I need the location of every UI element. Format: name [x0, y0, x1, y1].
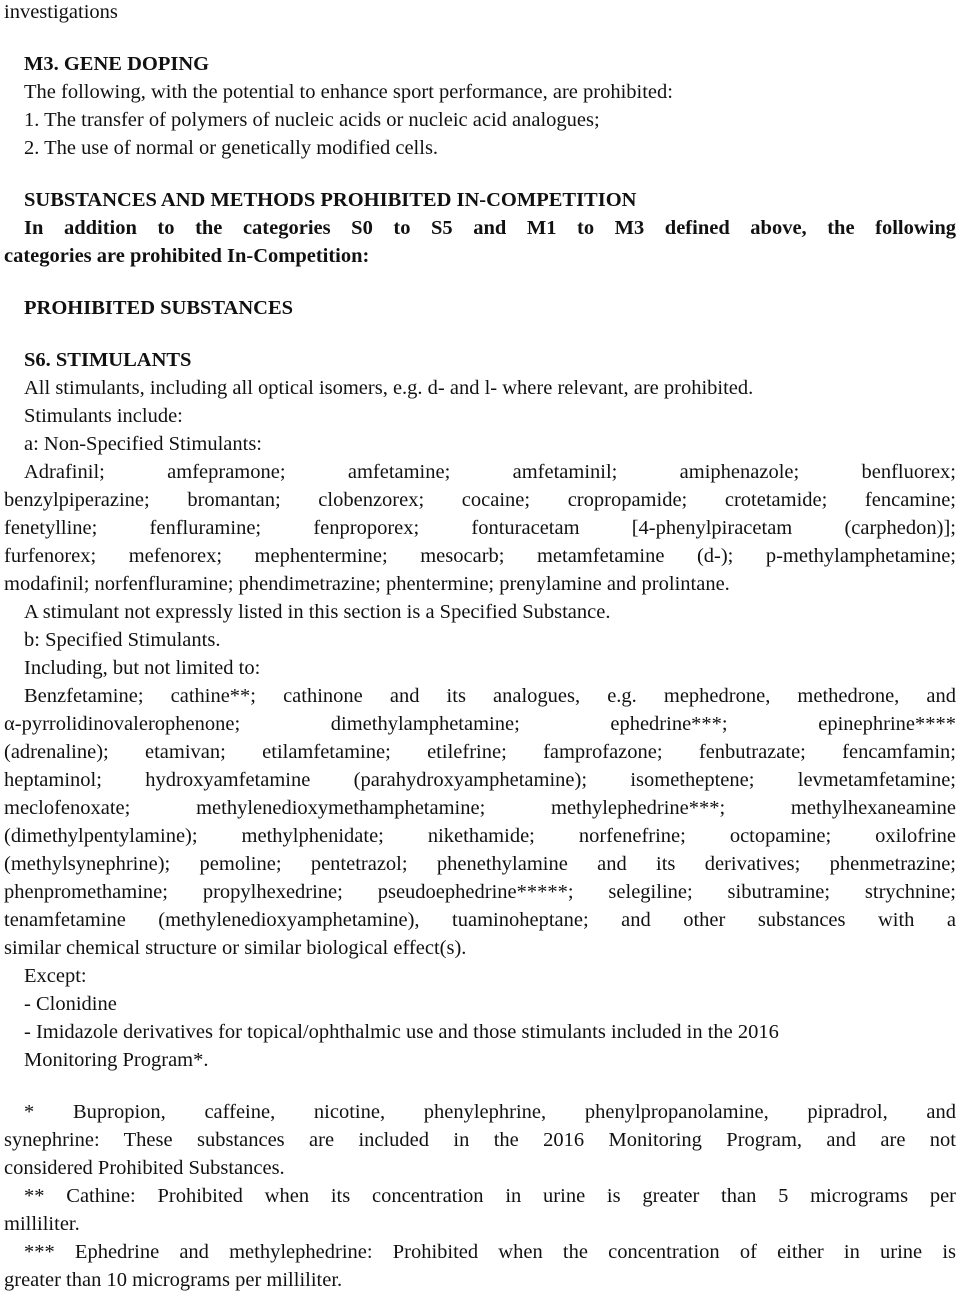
footnote-single-star-2: synephrine: These substances are included in the 2016 Monitoring Program, and are not — [4, 1129, 956, 1151]
footnote-single-star-1: * Bupropion, caffeine, nicotine, phenylephrine, phenylpropanolamine, pipradrol, and — [24, 1101, 956, 1123]
text-line-non-specified-5: modafinil; norfenfluramine; phendimetrazine; phentermine; prenylamine and prolintane. — [4, 573, 730, 595]
footnote-triple-star-2: greater than 10 micrograms per milliliter. — [4, 1269, 343, 1291]
text-line-specified-5: meclofenoxate; methylenedioxymethamphetamine; methylephedrine***; methylhexaneamine — [4, 797, 956, 819]
text-line-non-specified-2: benzylpiperazine; bromantan; clobenzorex; cocaine; cropropamide; crotetamide; fencamine; — [4, 489, 956, 511]
list-item-gene-doping-1: 1. The transfer of polymers of nucleic acids or nucleic acid analogues; — [24, 109, 600, 131]
text-line-specified-note: A stimulant not expressly listed in this section is a Specified Substance. — [24, 601, 611, 623]
subheading-non-specified: a: Non-Specified Stimulants: — [24, 433, 262, 455]
text-line-gene-doping-intro: The following, with the potential to enhance sport performance, are prohibited: — [24, 81, 673, 103]
footnote-double-star-2: milliliter. — [4, 1213, 80, 1235]
footnote-single-star-3: considered Prohibited Substances. — [4, 1157, 285, 1179]
text-line-monitoring-program: Monitoring Program*. — [24, 1049, 209, 1071]
heading-prohibited-substances: PROHIBITED SUBSTANCES — [24, 297, 294, 319]
text-line-except: Except: — [24, 965, 87, 987]
footnote-double-star-1: ** Cathine: Prohibited when its concentration in urine is greater than 5 micrograms per — [24, 1185, 956, 1207]
subheading-specified: b: Specified Stimulants. — [24, 629, 221, 651]
list-item-gene-doping-2: 2. The use of normal or genetically modified cells. — [24, 137, 439, 159]
text-line-specified-3: (adrenaline); etamivan; etilamfetamine; etilefrine; famprofazone; fenbutrazate; fencamfamin; — [4, 741, 956, 763]
text-line-non-specified-4: furfenorex; mefenorex; mephentermine; mesocarb; metamfetamine (d-); p-methylamphetamine; — [4, 545, 956, 567]
list-item-imidazole: - Imidazole derivatives for topical/ophthalmic use and those stimulants included in the 2016 — [24, 1021, 779, 1043]
text-line-investigations: investigations — [4, 1, 118, 23]
text-line-specified-4: heptaminol; hydroxyamfetamine (parahydroxyamphetamine); isometheptene; levmetamfetamine; — [4, 769, 956, 791]
list-item-clonidine: - Clonidine — [24, 993, 117, 1015]
text-line-non-specified-1: Adrafinil; amfepramone; amfetamine; amfetaminil; amiphenazole; benfluorex; — [24, 461, 956, 483]
text-line-stimulants-include: Stimulants include: — [24, 405, 183, 427]
text-line-in-competition-1: In addition to the categories S0 to S5 and M1 to M3 defined above, the following — [24, 217, 956, 239]
text-line-specified-10: similar chemical structure or similar biological effect(s). — [4, 937, 467, 959]
text-line-all-stimulants: All stimulants, including all optical isomers, e.g. d- and l- where relevant, are prohibited. — [24, 377, 754, 399]
text-line-including: Including, but not limited to: — [24, 657, 261, 679]
heading-s6-stimulants: S6. STIMULANTS — [24, 349, 192, 371]
text-line-specified-2: α-pyrrolidinovalerophenone; dimethylamphetamine; ephedrine***; epinephrine**** — [4, 713, 956, 735]
text-line-specified-9: tenamfetamine (methylenedioxyamphetamine), tuaminoheptane; and other substances with a — [4, 909, 956, 931]
footnote-triple-star-1: *** Ephedrine and methylephedrine: Prohibited when the concentration of either in urine is — [24, 1241, 956, 1263]
text-line-in-competition-2: categories are prohibited In-Competition: — [4, 245, 370, 267]
text-line-specified-1: Benzfetamine; cathine**; cathinone and its analogues, e.g. mephedrone, methedrone, and — [24, 685, 956, 707]
text-line-specified-6: (dimethylpentylamine); methylphenidate; nikethamide; norfenefrine; octopamine; oxilofrine — [4, 825, 956, 847]
text-line-specified-7: (methylsynephrine); pemoline; pentetrazol; phenethylamine and its derivatives; phenmetrazine; — [4, 853, 956, 875]
heading-m3-gene-doping: M3. GENE DOPING — [24, 53, 210, 75]
heading-in-competition: SUBSTANCES AND METHODS PROHIBITED IN-COMPETITION — [24, 189, 637, 211]
text-line-non-specified-3: fenetylline; fenfluramine; fenproporex; fonturacetam [4-phenylpiracetam (carphedon)]; — [4, 517, 956, 539]
text-line-specified-8: phenpromethamine; propylhexedrine; pseudoephedrine*****; selegiline; sibutramine; strychnine; — [4, 881, 956, 903]
